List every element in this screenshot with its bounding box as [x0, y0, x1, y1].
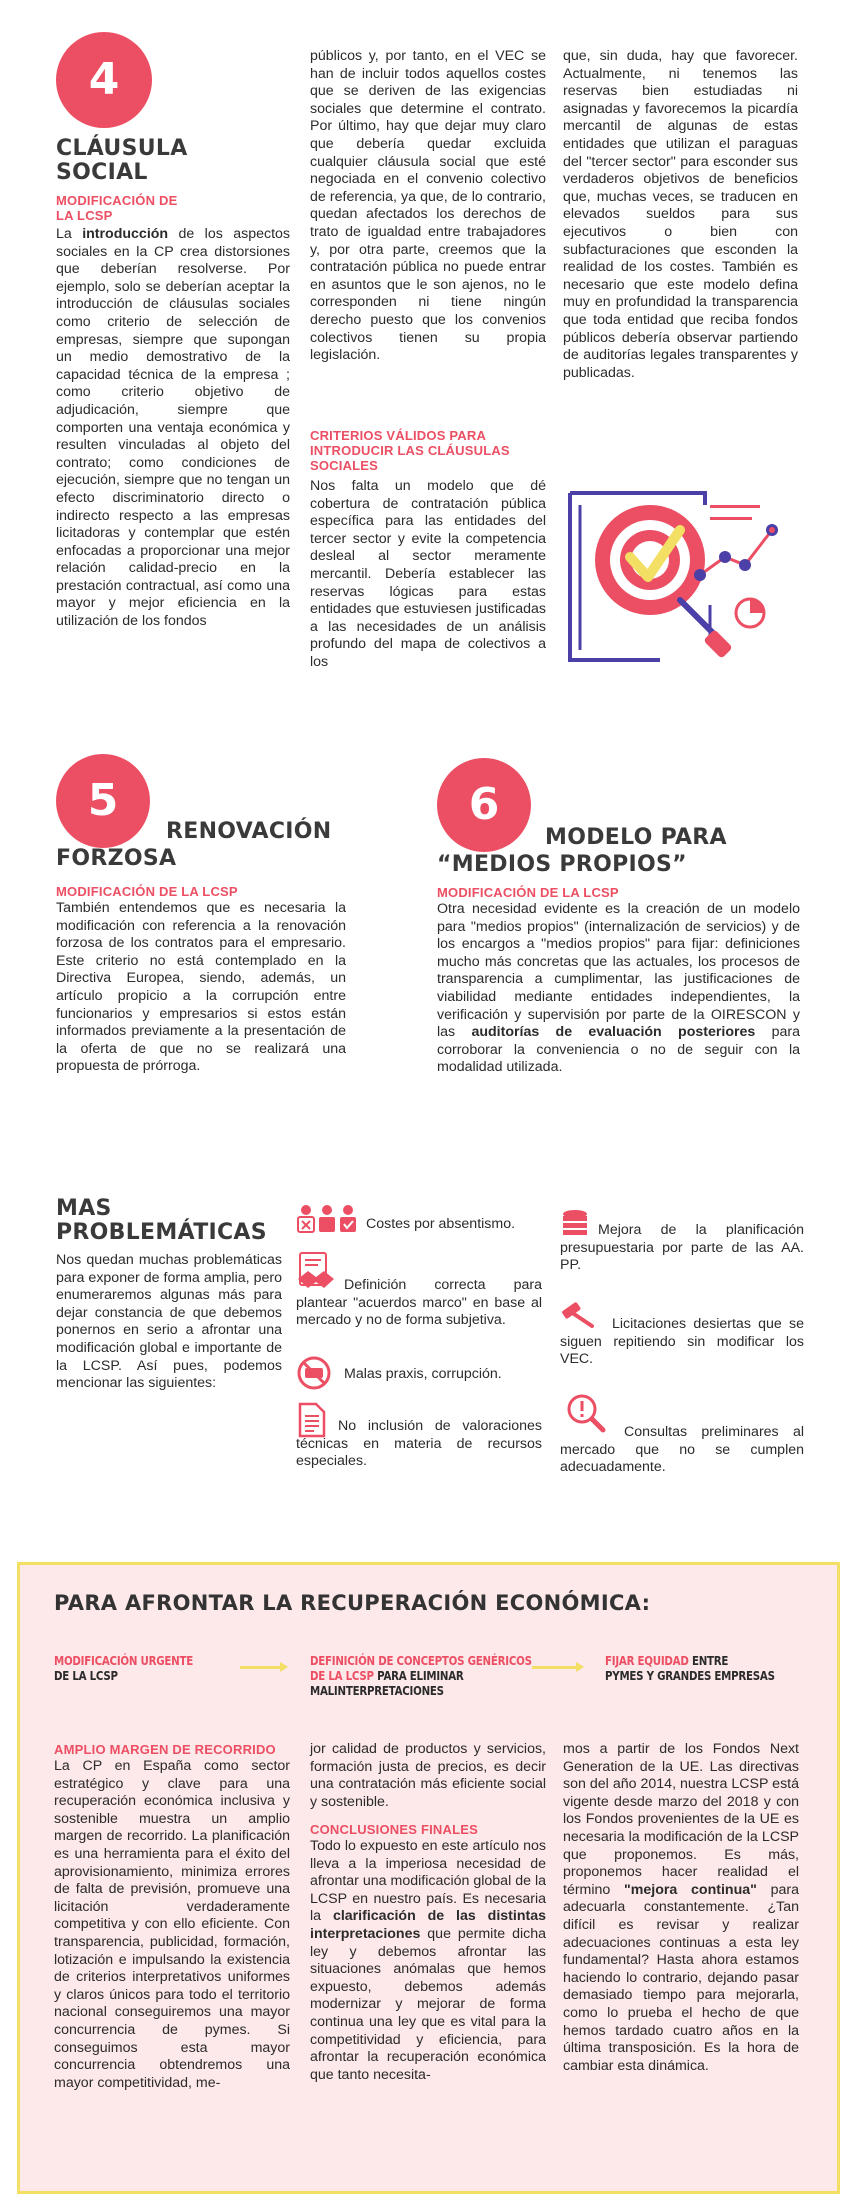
title-line: SOCIAL [56, 160, 148, 185]
problem-item: Malas praxis, corrupción. [344, 1366, 502, 1382]
section-6-title-line1: MODELO PARA [545, 825, 727, 850]
section-4-column-2b: Nos falta un modelo que dé cobertura de contratación pública específica para las entidades del tercer sector y evite la competencia desleal al sector meramente mercantil. Debería establecer las reservas lógicas para estas entidades que estuviesen justificadas a las necesidades de un análisis profundo del mapa de colectivos a los [310, 478, 546, 670]
problem-item: Definición correcta para plantear "acuerdos marco" en base al mercado y no de forma subjetiva. [296, 1277, 542, 1329]
problem-item: Mejora de la planificación presupuestaria por parte de las AA. PP. [560, 1222, 804, 1274]
subtitle-line: INTRODUCIR LAS CLÁUSULAS [310, 443, 510, 458]
text-lines-icon [710, 505, 760, 520]
step-1-line: DE LA LCSP [54, 1668, 118, 1683]
box-subtitle-1: AMPLIO MARGEN DE RECORRIDO [54, 1742, 276, 1757]
pie-icon [736, 599, 764, 627]
section-4-column-3: que, sin duda, hay que favorecer. Actualmente, ni tenemos las reservas bien estudiadas ni asignadas y favorecemos la picardía mercantil de algunas de estas entidades que utilizan el paraguas del "tercer sector" para esconder sus verdaderos objetivos de beneficios que, muchas veces, se traducen en elevados sueldos para sus ejecutivos o bien con subfacturaciones que esconden la realidad de los costes. También es necesario que este modelo defina muy en profundidad la transparencia que toda entidad que reciba fondos públicos debería observar partiendo de auditorías legales transparentes y publicadas. [563, 48, 798, 381]
section-4-subtitle [56, 193, 177, 223]
problem-item: Consultas preliminares al mercado que no se cumplen adecuadamente. [560, 1424, 804, 1476]
target-check-icon [595, 505, 705, 615]
box-column-2b: Todo lo expuesto en este artículo nos lleva a la imperiosa necesidad de afrontar una modificación global de la LCSP en nuestro país. Es necesaria la clarificación de las distintas interpretaciones que permite dicha ley y debemos afrontar las situaciones anómalas que hemos expuesto, debemos además modernizar y mejorar de forma continua una ley que es vital para la competitividad y eficiencia, para afrontar la recuperación económica que tanto necesita- [310, 1838, 546, 2083]
section-6-text: Otra necesidad evidente es la creación de un modelo para "medios propios" (internalización de servicios) y de los encargos a "medios propios" para fijar: definiciones mucho más concretas que las actuales, los procesos de transparencia a cumplimentar, las justificaciones de viabilidad mediante entidades independientes, la verificación y supervisión por parte de la OIRESCON y las auditorías de evaluación posteriores para corroborar la conveniencia o no de seguir con la modalidad utilizada. [437, 901, 800, 1076]
title-line: PROBLEMÁTICAS [56, 1220, 267, 1245]
problem-item: Costes por absentismo. [366, 1216, 516, 1232]
box-column-3: mos a partir de los Fondos Next Generation de la UE. Las directivas son del año 2014, nuestra LCSP está vigente desde marzo del 2018 y con los Fondos provenientes de la UE es necesaria la modificación de la LCSP que proponemos. Es más, proponemos hacer realidad el término "mejora continua" para adecuarla constantemente. ¿Tan difícil es revisar y realizar adecuaciones continuas a esta ley fundamental? Hasta ahora estamos haciendo lo contrario, dejando pasar demasiado tiempo para mejorarla, como lo prueba el hecho de que hemos tardado cuatro años en la última transposición. Es la hora de cambiar esta dinámica. [563, 1741, 799, 2074]
step-3: FIJAR EQUIDAD ENTRE PYMES Y GRANDES EMPRESAS [605, 1653, 775, 1683]
step-3-line: PYMES Y GRANDES EMPRESAS [605, 1668, 775, 1683]
people-absent-icon [296, 1204, 358, 1239]
step-2-line: DEFINICIÓN DE CONCEPTOS GENÉRICOS [310, 1653, 532, 1668]
box-column-1: La CP en España como sector estratégico y clave para una recuperación económica inclusiva y sostenible muestra un amplio margen de recorrido. La planificación es una herramienta para el éxito del aprovisionamiento, minimiza errores de falta de previsión, promueve una licitación verdaderamente competitiva y con ello eficiente. Con transparencia, publicidad, formación, lotización e impulsando la existencia de criterios interpretativos uniformes y claros únicos para todo el territorio nacional conseguiremos una mayor concurrencia de pymes. Si conseguimos esta mayor concurrencia obtendremos una mayor competitividad, me- [54, 1758, 290, 2091]
problem-item: No inclusión de valoraciones técnicas en materia de recursos especiales. [296, 1418, 542, 1470]
line-chart-icon [694, 524, 778, 581]
subtitle-line: SOCIALES [310, 458, 379, 473]
box-column-2a: jor calidad de productos y servicios, formación justa de precios, es decir una contratación más eficiente social y sostenible. [310, 1741, 546, 1810]
arrow-2 [532, 1666, 578, 1669]
section-number-5: 5 [56, 754, 150, 848]
section-5-title-line2: FORZOSA [56, 846, 177, 871]
section-5-text: También entendemos que es necesaria la modificación con referencia a la renovación forzosa de los contratos para el empresario. Este criterio no está contemplado en la Directiva Europea, siendo, además, un artículo propicio a la corrupción entre funcionarios y empresarios si estos están informados previamente a la presentación de la oferta de que no se realizará una propuesta de prórroga. [56, 900, 346, 1075]
no-bribery-icon [296, 1355, 332, 1396]
problems-title [56, 1197, 267, 1245]
section-6-title-line2: “MEDIOS PROPIOS” [437, 852, 687, 877]
section-4-column-1: La introducción de los aspectos sociales en la CP crea distorsiones que deberían resolverse. Por ejemplo, solo se deberían aceptar la introducción de cláusulas sociales como criterio de selección de empresas, siempre que supongan un medio demostrativo de la capacidad técnica de la empresa ; como criterio objetivo de adjudicación, siempre que comporten una ventaja económica y resulten vinculadas al objeto del contrato; como condiciones de ejecución, siempre que no tengan un efecto discriminatorio directo o indirecto respecto a las empresas licitadoras y contemplar que estén enfocadas a proporcionar una mejor relación calidad-precio en la prestación contractual, así como una mayor y mejor eficiencia en la utilización de los fondos [56, 226, 290, 630]
section-6-subtitle: MODIFICACIÓN DE LA LCSP [437, 885, 619, 900]
box-subtitle-2: CONCLUSIONES FINALES [310, 1822, 478, 1837]
section-number-4: 4 [56, 32, 152, 128]
section-4-subtitle-2 [310, 428, 510, 473]
subtitle-line: CRITERIOS VÁLIDOS PARA [310, 428, 487, 443]
subtitle-line: MODIFICACIÓN DE [56, 193, 178, 208]
title-line: MAS [56, 1196, 112, 1221]
section-5-subtitle: MODIFICACIÓN DE LA LCSP [56, 884, 238, 899]
section-4-title [56, 137, 188, 185]
section-4-column-2: públicos y, por tanto, en el VEC se han de incluir todos aquellos costes que se deriven de las exigencias sociales que determine el contrato. Por último, hay que dejar muy claro que debería quedar excluida cualquier cláusula social que esté negociada en el convenio colectivo de referencia, ya que, de lo contrario, quedan afectados los derechos de trato de igualdad entre trabajadores y, por otra parte, creemos que la contratación pública no puede entrar en asuntos que le son ajenos, no le corresponden ni tiene ningún derecho puesto que los convenios colectivos tienen su propia legislación. [310, 48, 546, 364]
audit-illustration [560, 485, 800, 670]
section-5-title-line1: RENOVACIÓN [166, 819, 332, 844]
step-1-line: MODIFICACIÓN URGENTE [54, 1653, 193, 1668]
step-2-line: MALINTERPRETACIONES [310, 1683, 444, 1698]
step-1 [54, 1653, 193, 1683]
arrow-1 [240, 1666, 282, 1669]
recovery-title: PARA AFRONTAR LA RECUPERACIÓN ECONÓMICA: [54, 1591, 651, 1615]
section-number-6: 6 [437, 758, 531, 852]
problem-item: Licitaciones desiertas que se siguen repitiendo sin modificar los VEC. [560, 1316, 804, 1368]
problems-intro: Nos quedan muchas problemáticas para exponer de forma amplia, pero enumeraremos algunas más para dejar constancia de que debemos ponernos en serio a afrontar una modificación global e importante de la LCSP. Así pues, podemos mencionar las siguientes: [56, 1252, 282, 1392]
magnifier-handle [680, 600, 733, 659]
step-2: DEFINICIÓN DE CONCEPTOS GENÉRICOS DE LA LCSP PARA ELIMINAR MALINTERPRETACIONES [310, 1653, 532, 1698]
title-line: CLÁUSULA [56, 136, 188, 161]
subtitle-line: LA LCSP [56, 208, 113, 223]
